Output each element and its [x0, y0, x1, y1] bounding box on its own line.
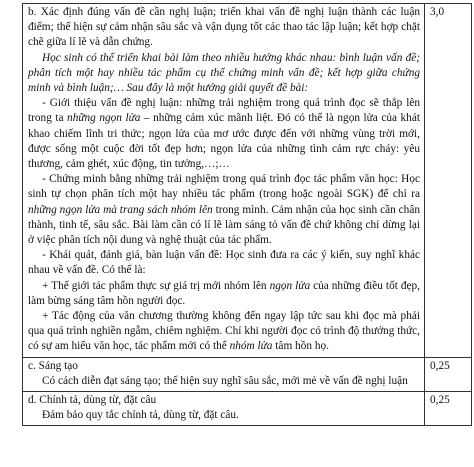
score-cell-b: 3,0 [425, 4, 472, 358]
text-run: - Giới thiệu vấn đề nghị luận: những trải nghiệm trong quá trình đọc sẽ thắp lên trong ta [28, 97, 420, 125]
text-run: – những cảm xúc mãnh liệt. Đó có thể là ngọn lửa của khát khao chiếm lĩnh tri thức; ngọn lửa của mơ ước được đến với những vùng trời mới, được sống một cuộc đời tốt đẹp hơn; ngọn lửa của những tình cảm rực cháy: yêu thương, cảm ghét, xúc động, tin tưởng,…;… [28, 112, 420, 171]
text-run: + Thế giới tác phẩm thực sự giá trị mới nhóm lên [42, 279, 270, 292]
text-run: của những điều tốt đẹp, làm bừng sáng tâm hồn người đọc. [28, 279, 420, 307]
italic-text-run: nhóm lửa [229, 340, 273, 353]
criterion-b-heading [28, 5, 420, 51]
text-run: - Khái quát, đánh giá, bàn luận vấn đề: Học sinh đưa ra các ý kiến, suy nghĩ khác nhau về vấn đề. Có thể là: [28, 249, 420, 277]
sub-point-valuable-works [28, 279, 420, 309]
table-row [23, 357, 472, 391]
table-row [23, 392, 472, 426]
italic-text-run: những ngọn lửa mà trang sách nhóm lên [28, 203, 213, 216]
text-run: + Tác động của văn chương thường không đến ngay lập tức sau khi đọc mà phải qua quá trình nghiền ngẫm, chiêm nghiệm. Chỉ khi người đọc có trình độ thưởng thức, có sự am hiểu văn học, tác phẩm mới có thể [28, 310, 420, 353]
criterion-cell-c [23, 357, 425, 391]
criterion-d-heading [28, 393, 420, 408]
italic-text-run: ngọn lửa [269, 279, 311, 292]
text-run: c. Sáng tạo [28, 359, 78, 372]
sub-point-delayed-impact [28, 309, 420, 355]
point-introduce-issue [28, 96, 420, 172]
italic-text-run: những ngọn lửa [67, 112, 141, 125]
criterion-c-heading [28, 359, 420, 374]
criterion-cell-d [23, 392, 425, 426]
criterion-c-description [28, 374, 420, 389]
italic-text-run: Học sinh có thể triển khai bài làm theo nhiều hướng khác nhau: bình luận vấn đề; phân tích một hay nhiều tác phẩm cụ thể chứng minh vấn đề; kết hợp giữa chứng minh và bình luận;… Sau đây là một hướng giải quyết đề bài: [28, 51, 420, 95]
point-prove-with-reading [28, 172, 420, 248]
table-row [23, 4, 472, 358]
text-run: trong mình. Cảm nhận của học sinh cần chân thành, tinh tế, sâu sắc. Bài làm cần có lí lẽ làm sáng tỏ vấn đề chứ không chỉ dừng lại ở việc phân tích nội dung và nghệ thuật của tác phẩm. [28, 203, 420, 247]
text-run: b. Xác định đúng vấn đề cần nghị luận; triển khai vấn đề nghị luận thành các luận điểm; thể hiện sự cảm nhận sâu sắc và vận dụng tốt các thao tác lập luận; kết hợp chặt chẽ giữa lí lẽ và dẫn chứng. [28, 6, 420, 49]
text-run: tâm hồn họ. [272, 340, 329, 353]
approach-note [28, 51, 420, 97]
text-run: d. Chính tả, dùng từ, đặt câu [28, 394, 157, 407]
criterion-d-description [28, 408, 420, 423]
point-generalize-evaluate [28, 248, 420, 278]
text-run: Đảm bảo quy tắc chính tả, dùng từ, đặt câu. [42, 409, 239, 422]
text-run: - Chứng minh bằng những trải nghiệm trong quá trình đọc tác phẩm văn học: Học sinh tự chọn phân tích một hay nhiều tác phẩm (trong hoặc ngoài SGK) để chỉ ra [28, 173, 420, 201]
criterion-cell-b [23, 4, 425, 358]
text-run: Có cách diễn đạt sáng tạo; thể hiện suy nghĩ sâu sắc, mới mẻ về vấn đề nghị luận [42, 374, 408, 387]
score-cell-c: 0,25 [425, 357, 472, 391]
grading-rubric-table [22, 3, 472, 426]
score-cell-d: 0,25 [425, 392, 472, 426]
